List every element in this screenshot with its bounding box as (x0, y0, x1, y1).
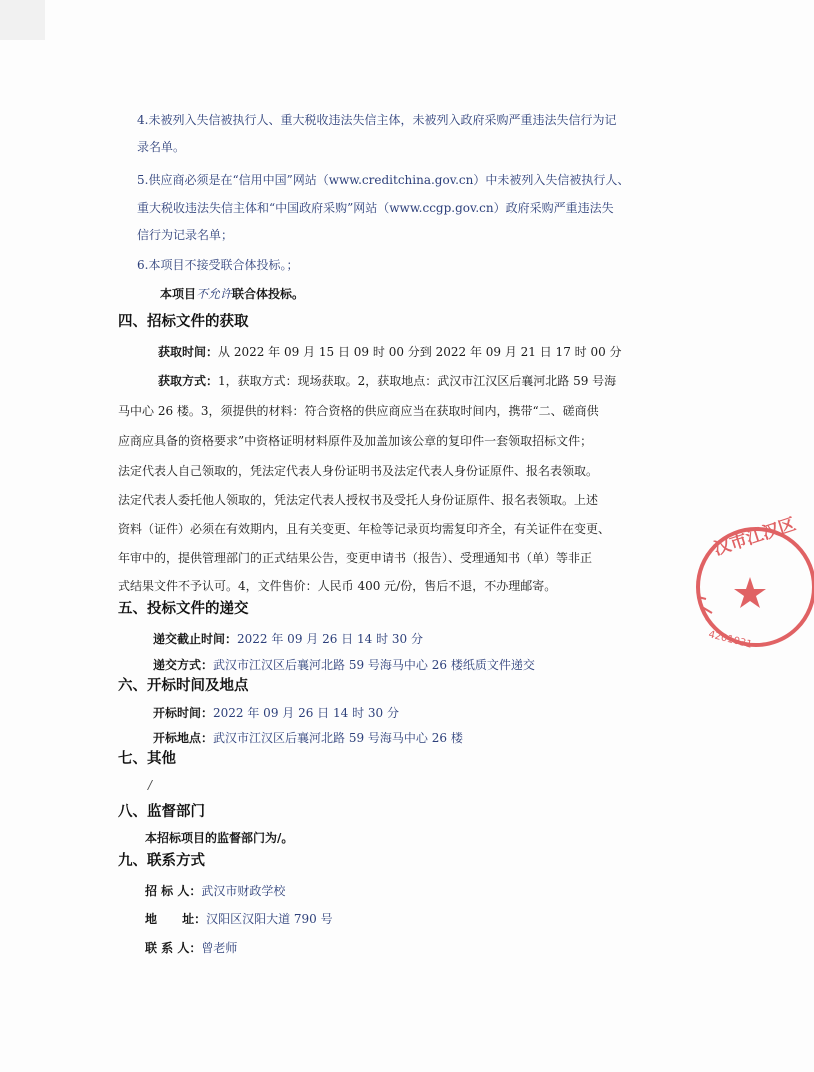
section5-heading: 五、投标文件的递交 (118, 600, 249, 617)
section9-tenderer-value: 武汉市财政学校 (201, 884, 286, 898)
section7-content: / (148, 778, 153, 792)
section9-contact-label: 联 系 人： (145, 941, 202, 955)
section4-heading: 四、招标文件的获取 (118, 313, 249, 330)
requirement-4-line1: 4.未被列入失信被执行人、重大税收违法失信主体，未被列入政府采购严重违法失信行为记 (137, 113, 617, 127)
section4-method-label: 获取方式： (158, 374, 219, 388)
section4-time-label: 获取时间： (158, 345, 219, 359)
section4-method-line3: 应商应具备的资格要求”中资格证明材料原件及加盖加该公章的复印件一套领取招标文件； (118, 434, 593, 448)
requirement-6: 6.本项目不接受联合体投标。； (137, 258, 299, 272)
section8-content: 本招标项目的监督部门为/。 (145, 831, 294, 845)
requirement-5-line3: 信行为记录名单； (137, 228, 234, 242)
section9-address-value: 汉阳区汉阳大道 790 号 (206, 912, 333, 926)
section4-method-line1: 获取方式：1，获取方式：现场获取。2，获取地点：武汉市江汉区后襄河北路 59 号海 (158, 374, 617, 388)
section4-method-line2: 马中心 26 楼。3，须提供的材料：符合资格的供应商应当在获取时间内，携带“二、磋商供 (118, 404, 599, 418)
section4-method-line7: 年审中的，提供管理部门的正式结果公告，变更申请书（报告）、受理通知书（单）等非正 (118, 551, 593, 565)
section5-deadline-label: 递交截止时间： (153, 632, 238, 646)
section9-address (145, 911, 333, 927)
seal-text-top: 汉市江汉区 (711, 514, 799, 560)
seal-star-icon (734, 577, 766, 608)
section6-time-value: 2022 年 09 月 26 日 14 时 30 分 (213, 706, 399, 720)
section9-contact (145, 940, 237, 956)
requirement-5-line2: 重大税收违法失信主体和“中国政府采购”网站（www.ccgp.gov.cn）政府采购严重违法失 (137, 201, 614, 215)
section8-heading: 八、监督部门 (118, 803, 205, 820)
section9-tenderer-label: 招 标 人： (145, 884, 202, 898)
section9-contact-value: 曾老师 (201, 941, 238, 955)
seal-number: 4201031 (707, 629, 754, 651)
section6-place-value: 武汉市江汉区后襄河北路 59 号海马中心 26 楼 (213, 731, 463, 745)
section4-time-value: 从 2022 年 09 月 15 日 09 时 00 分到 2022 年 09 月 21 日 17 时 00 分 (218, 345, 622, 359)
section5-method-label: 递交方式： (153, 658, 214, 672)
consortium-suffix: 联合体投标。 (232, 287, 305, 301)
section4-method-line5: 法定代表人委托他人领取的，凭法定代表人授权书及受托人身份证原件、报名表领取。上述 (118, 493, 599, 507)
section9-tenderer (145, 883, 285, 899)
scan-corner-mark (0, 0, 45, 40)
official-seal (694, 515, 814, 665)
section6-place (153, 730, 463, 746)
section6-place-label: 开标地点： (153, 731, 214, 745)
section6-time (153, 705, 399, 721)
consortium-prefix: 本项目 (160, 287, 197, 301)
section9-address-label: 地 址： (145, 912, 207, 926)
section6-time-label: 开标时间： (153, 706, 214, 720)
section4-time (158, 344, 622, 360)
requirement-4-line2: 录名单。 (137, 140, 186, 154)
section5-method (153, 657, 535, 673)
section4-method-line6: 资料（证件）必须在有效期内，且有关变更、年检等记录页均需复印齐全，有关证件在变更、 (118, 522, 611, 536)
section5-method-value: 武汉市江汉区后襄河北路 59 号海马中心 26 楼纸质文件递交 (213, 658, 535, 672)
consortium-italic: 不允许 (196, 287, 233, 301)
section9-heading: 九、联系方式 (118, 852, 205, 869)
section5-deadline (153, 631, 423, 647)
section4-method-line4: 法定代表人自己领取的，凭法定代表人身份证明书及法定代表人身份证原件、报名表领取。 (118, 464, 599, 478)
section5-deadline-value: 2022 年 09 月 26 日 14 时 30 分 (237, 632, 423, 646)
section4-method-line8: 式结果文件不予认可。4，文件售价：人民币 400 元/份，售后不退，不办理邮寄。 (118, 579, 557, 593)
consortium-statement (160, 286, 304, 302)
section7-heading: 七、其他 (118, 750, 176, 767)
requirement-5-line1: 5.供应商必须是在“信用中国”网站（www.creditchina.gov.cn）中未被列入失信被执行人、 (137, 173, 630, 187)
section6-heading: 六、开标时间及地点 (118, 677, 249, 694)
